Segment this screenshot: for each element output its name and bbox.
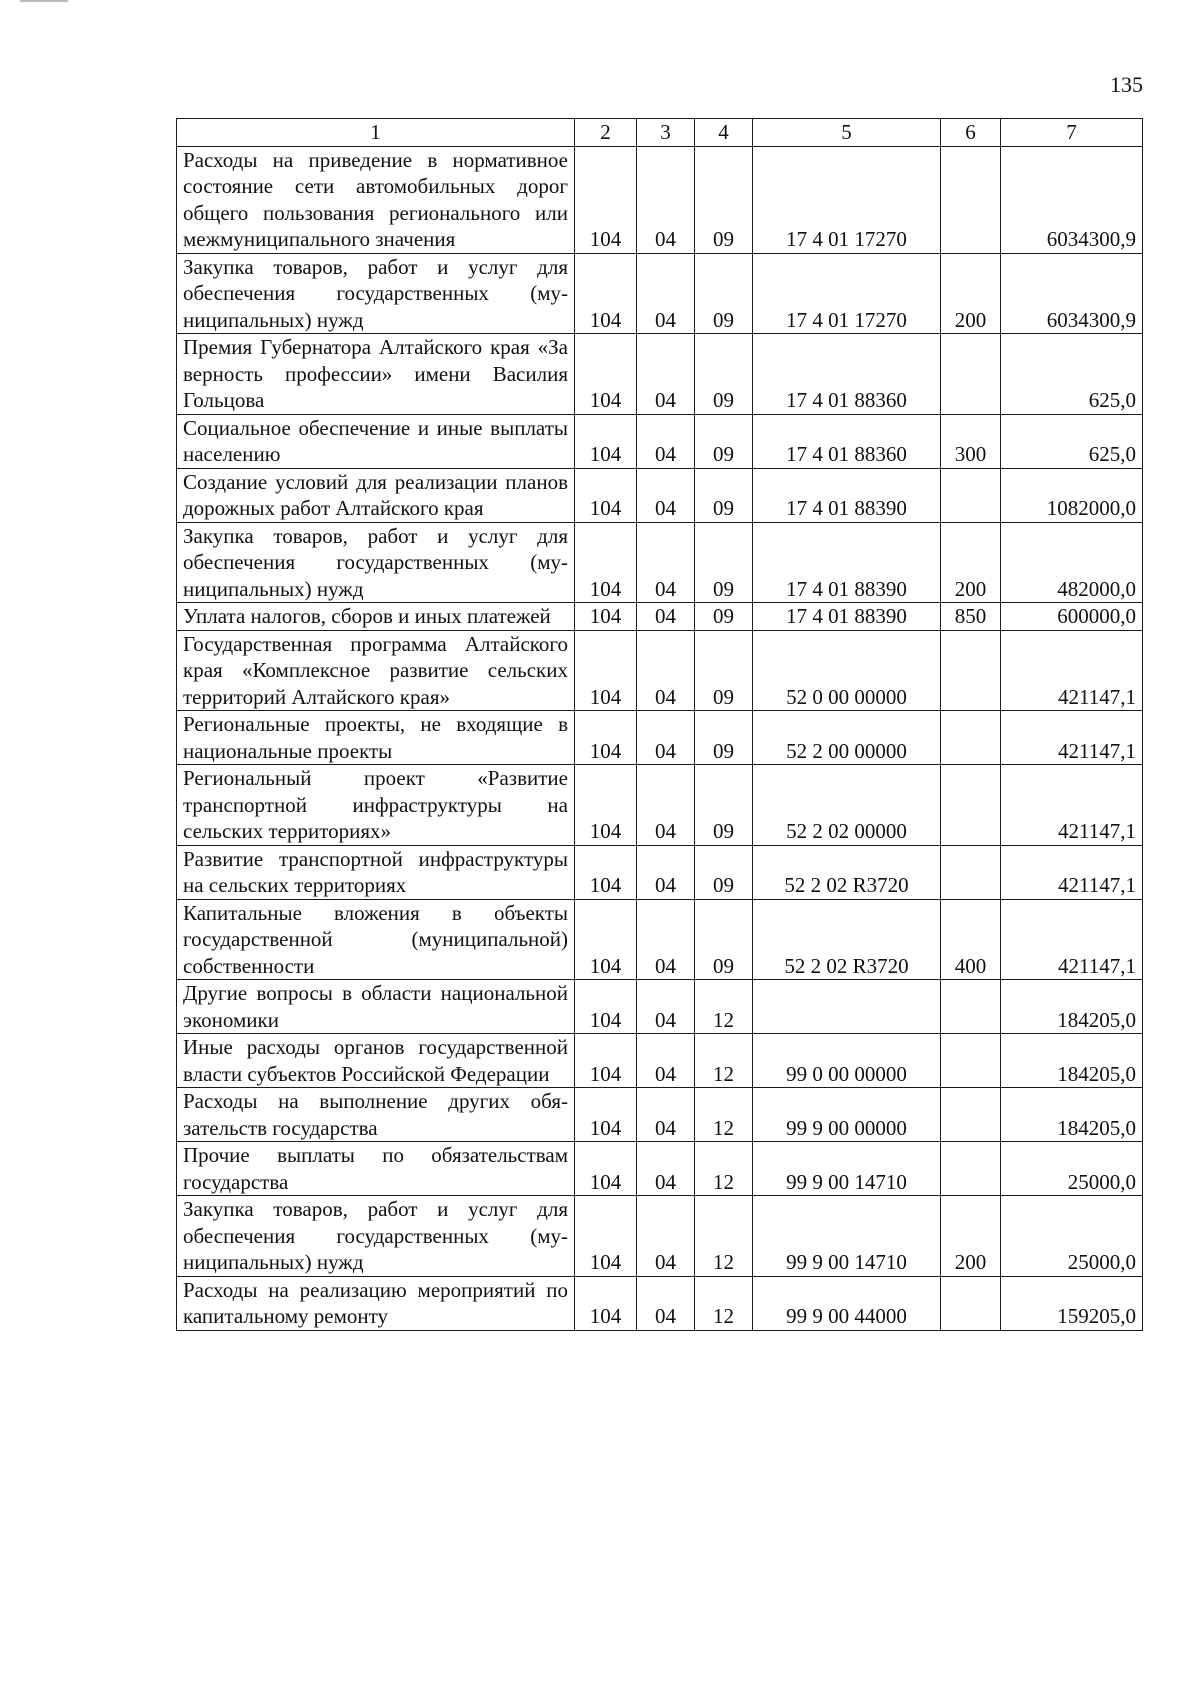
- ministry-code-cell: 104: [575, 414, 637, 468]
- column-header: 4: [695, 119, 753, 147]
- amount-cell: 421147,1: [1001, 630, 1143, 711]
- expense-name-cell: Расходы на приведение в нормативное состояние сети автомобильных дорог общего пользования регионального или межмуниципального значения: [177, 146, 575, 253]
- expense-type-cell: [941, 1034, 1001, 1088]
- table-header: [177, 119, 1143, 147]
- ministry-code-cell: 104: [575, 1142, 637, 1196]
- expense-type-cell: [941, 334, 1001, 415]
- expense-type-cell: 400: [941, 899, 1001, 980]
- ministry-code-cell: 104: [575, 980, 637, 1034]
- section-code-cell: 04: [637, 522, 695, 603]
- amount-cell: 6034300,9: [1001, 146, 1143, 253]
- ministry-code-cell: 104: [575, 334, 637, 415]
- expense-type-cell: 200: [941, 522, 1001, 603]
- amount-cell: 421147,1: [1001, 711, 1143, 765]
- section-code-cell: 04: [637, 711, 695, 765]
- table-row: [177, 765, 1143, 846]
- ministry-code-cell: 104: [575, 711, 637, 765]
- section-code-cell: 04: [637, 1034, 695, 1088]
- subsection-code-cell: 09: [695, 765, 753, 846]
- target-article-cell: 17 4 01 88390: [753, 522, 941, 603]
- expense-type-cell: [941, 845, 1001, 899]
- ministry-code-cell: 104: [575, 603, 637, 631]
- expense-name-cell: Закупка товаров, работ и услуг для обеспечения государственных (муниципальных) нужд: [177, 253, 575, 334]
- expense-name-cell: Региональный проект «Развитие транспортной инфраструктуры на сельских территориях»: [177, 765, 575, 846]
- expense-name-cell: Закупка товаров, работ и услуг для обеспечения государственных (муниципальных) нужд: [177, 1196, 575, 1277]
- ministry-code-cell: 104: [575, 1088, 637, 1142]
- expense-name-cell: Премия Губернатора Алтайского края «За верность профессии» имени Василия Гольцова: [177, 334, 575, 415]
- ministry-code-cell: 104: [575, 146, 637, 253]
- header-row: [177, 119, 1143, 147]
- section-code-cell: 04: [637, 1196, 695, 1277]
- section-code-cell: 04: [637, 1276, 695, 1330]
- expense-name-cell: Региональные проекты, не входящие в национальные проекты: [177, 711, 575, 765]
- section-code-cell: 04: [637, 899, 695, 980]
- amount-cell: 625,0: [1001, 414, 1143, 468]
- target-article-cell: 99 0 00 00000: [753, 1034, 941, 1088]
- amount-cell: 1082000,0: [1001, 468, 1143, 522]
- ministry-code-cell: 104: [575, 899, 637, 980]
- expense-type-cell: [941, 765, 1001, 846]
- amount-cell: 421147,1: [1001, 765, 1143, 846]
- expense-type-cell: [941, 468, 1001, 522]
- ministry-code-cell: 104: [575, 1196, 637, 1277]
- subsection-code-cell: 12: [695, 1276, 753, 1330]
- target-article-cell: 17 4 01 17270: [753, 253, 941, 334]
- expense-name-cell: Закупка товаров, работ и услуг для обеспечения государственных (муниципальных) нужд: [177, 522, 575, 603]
- column-header: 6: [941, 119, 1001, 147]
- table-row: [177, 468, 1143, 522]
- section-code-cell: 04: [637, 253, 695, 334]
- expense-name-cell: Прочие выплаты по обязательствам государства: [177, 1142, 575, 1196]
- amount-cell: 6034300,9: [1001, 253, 1143, 334]
- table-row: [177, 980, 1143, 1034]
- table-row: [177, 1142, 1143, 1196]
- expense-name-cell: Расходы на выполнение других обязательств государства: [177, 1088, 575, 1142]
- expense-name-cell: Расходы на реализацию мероприятий по капитальному ремонту: [177, 1276, 575, 1330]
- expense-type-cell: [941, 1276, 1001, 1330]
- section-code-cell: 04: [637, 845, 695, 899]
- subsection-code-cell: 09: [695, 899, 753, 980]
- ministry-code-cell: 104: [575, 522, 637, 603]
- expense-type-cell: 300: [941, 414, 1001, 468]
- subsection-code-cell: 12: [695, 980, 753, 1034]
- section-code-cell: 04: [637, 630, 695, 711]
- expense-type-cell: [941, 146, 1001, 253]
- section-code-cell: 04: [637, 603, 695, 631]
- expense-type-cell: [941, 711, 1001, 765]
- table-row: [177, 845, 1143, 899]
- expense-name-cell: Государственная программа Алтайского края «Комплексное развитие сельских территорий Алтайского края»: [177, 630, 575, 711]
- expense-name-cell: Создание условий для реализации планов дорожных работ Алтайского края: [177, 468, 575, 522]
- expense-name-cell: Иные расходы органов государственной власти субъектов Российской Федерации: [177, 1034, 575, 1088]
- ministry-code-cell: 104: [575, 845, 637, 899]
- expense-name-cell: Социальное обеспечение и иные выплаты населению: [177, 414, 575, 468]
- amount-cell: 25000,0: [1001, 1196, 1143, 1277]
- budget-table: [176, 118, 1143, 1331]
- column-header: 1: [177, 119, 575, 147]
- amount-cell: 600000,0: [1001, 603, 1143, 631]
- amount-cell: 184205,0: [1001, 980, 1143, 1034]
- section-code-cell: 04: [637, 146, 695, 253]
- subsection-code-cell: 09: [695, 334, 753, 415]
- table-row: [177, 414, 1143, 468]
- subsection-code-cell: 12: [695, 1088, 753, 1142]
- ministry-code-cell: 104: [575, 765, 637, 846]
- table-row: [177, 253, 1143, 334]
- target-article-cell: 17 4 01 88390: [753, 603, 941, 631]
- table-row: [177, 630, 1143, 711]
- table-row: [177, 1196, 1143, 1277]
- table-row: [177, 899, 1143, 980]
- table-row: [177, 522, 1143, 603]
- amount-cell: 25000,0: [1001, 1142, 1143, 1196]
- scan-artifact: [20, 0, 68, 2]
- expense-name-cell: Капитальные вложения в объекты государственной (муниципальной) собственности: [177, 899, 575, 980]
- expense-name-cell: Другие вопросы в области национальной экономики: [177, 980, 575, 1034]
- expense-type-cell: [941, 1088, 1001, 1142]
- table-row: [177, 1034, 1143, 1088]
- subsection-code-cell: 09: [695, 630, 753, 711]
- amount-cell: 184205,0: [1001, 1034, 1143, 1088]
- section-code-cell: 04: [637, 765, 695, 846]
- section-code-cell: 04: [637, 1142, 695, 1196]
- table-body: [177, 146, 1143, 1330]
- subsection-code-cell: 09: [695, 146, 753, 253]
- ministry-code-cell: 104: [575, 1276, 637, 1330]
- expense-type-cell: 200: [941, 1196, 1001, 1277]
- target-article-cell: 52 2 02 00000: [753, 765, 941, 846]
- ministry-code-cell: 104: [575, 468, 637, 522]
- section-code-cell: 04: [637, 334, 695, 415]
- target-article-cell: 99 9 00 14710: [753, 1142, 941, 1196]
- target-article-cell: 17 4 01 88360: [753, 334, 941, 415]
- subsection-code-cell: 12: [695, 1034, 753, 1088]
- subsection-code-cell: 09: [695, 468, 753, 522]
- amount-cell: 184205,0: [1001, 1088, 1143, 1142]
- target-article-cell: 17 4 01 17270: [753, 146, 941, 253]
- section-code-cell: 04: [637, 1088, 695, 1142]
- column-header: 7: [1001, 119, 1143, 147]
- subsection-code-cell: 09: [695, 253, 753, 334]
- subsection-code-cell: 09: [695, 603, 753, 631]
- table-row: [177, 1276, 1143, 1330]
- target-article-cell: 99 9 00 44000: [753, 1276, 941, 1330]
- amount-cell: 421147,1: [1001, 899, 1143, 980]
- expense-name-cell: Уплата налогов, сборов и иных платежей: [177, 603, 575, 631]
- target-article-cell: 99 9 00 00000: [753, 1088, 941, 1142]
- table-row: [177, 711, 1143, 765]
- target-article-cell: 17 4 01 88360: [753, 414, 941, 468]
- amount-cell: 159205,0: [1001, 1276, 1143, 1330]
- table-row: [177, 146, 1143, 253]
- subsection-code-cell: 12: [695, 1142, 753, 1196]
- amount-cell: 421147,1: [1001, 845, 1143, 899]
- expense-type-cell: [941, 630, 1001, 711]
- ministry-code-cell: 104: [575, 1034, 637, 1088]
- amount-cell: 482000,0: [1001, 522, 1143, 603]
- amount-cell: 625,0: [1001, 334, 1143, 415]
- section-code-cell: 04: [637, 468, 695, 522]
- ministry-code-cell: 104: [575, 630, 637, 711]
- page-number: 135: [1110, 72, 1143, 97]
- subsection-code-cell: 09: [695, 522, 753, 603]
- target-article-cell: 52 0 00 00000: [753, 630, 941, 711]
- table-row: [177, 1088, 1143, 1142]
- expense-type-cell: [941, 980, 1001, 1034]
- subsection-code-cell: 09: [695, 711, 753, 765]
- column-header: 3: [637, 119, 695, 147]
- expense-type-cell: [941, 1142, 1001, 1196]
- target-article-cell: 52 2 02 R3720: [753, 845, 941, 899]
- ministry-code-cell: 104: [575, 253, 637, 334]
- section-code-cell: 04: [637, 414, 695, 468]
- target-article-cell: 52 2 00 00000: [753, 711, 941, 765]
- subsection-code-cell: 12: [695, 1196, 753, 1277]
- table-row: [177, 334, 1143, 415]
- expense-name-cell: Развитие транспортной инфраструктуры на сельских территориях: [177, 845, 575, 899]
- expense-type-cell: 850: [941, 603, 1001, 631]
- target-article-cell: 17 4 01 88390: [753, 468, 941, 522]
- target-article-cell: 52 2 02 R3720: [753, 899, 941, 980]
- subsection-code-cell: 09: [695, 845, 753, 899]
- target-article-cell: [753, 980, 941, 1034]
- column-header: 5: [753, 119, 941, 147]
- section-code-cell: 04: [637, 980, 695, 1034]
- target-article-cell: 99 9 00 14710: [753, 1196, 941, 1277]
- subsection-code-cell: 09: [695, 414, 753, 468]
- column-header: 2: [575, 119, 637, 147]
- expense-type-cell: 200: [941, 253, 1001, 334]
- table-row: [177, 603, 1143, 631]
